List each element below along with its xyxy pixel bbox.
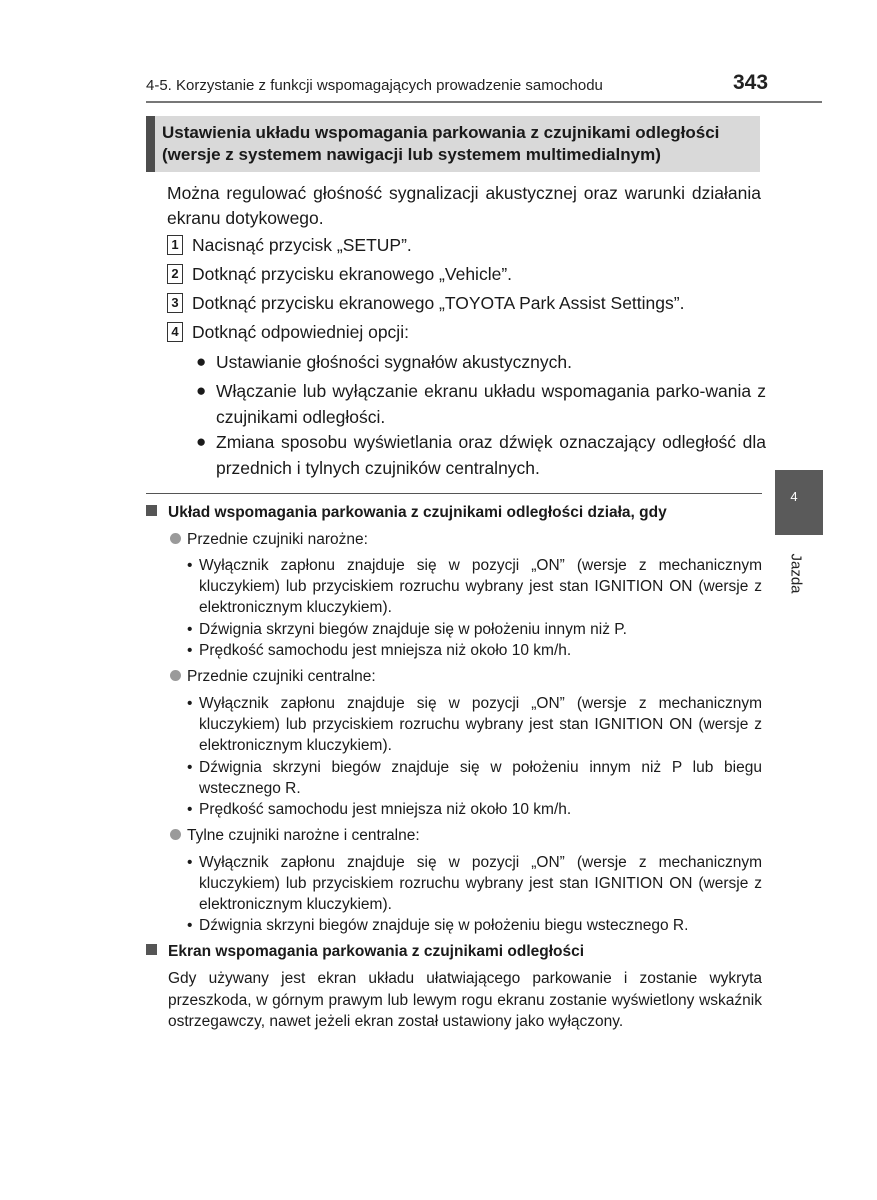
- small-bullet-icon: •: [187, 642, 193, 659]
- section-title-line-1: Ustawienia układu wspomagania parkowania z czujnikami odległości: [162, 123, 720, 142]
- condition-item: [187, 799, 762, 820]
- step-text: Dotknąć przycisku ekranowego „TOYOTA Park Assist Settings”.: [192, 293, 685, 313]
- group-title-text: Tylne czujniki narożne i centralne:: [187, 827, 420, 844]
- screen-heading: [146, 942, 584, 962]
- group-title-text: Przednie czujniki narożne:: [187, 531, 368, 548]
- option-text: Ustawianie głośności sygnałów akustycznych.: [216, 352, 572, 372]
- intro-paragraph: Można regulować głośność sygnalizacji akustycznej oraz warunki działania ekranu dotykowego.: [167, 183, 761, 228]
- condition-item: [187, 693, 762, 756]
- condition-text: Wyłącznik zapłonu znajduje się w pozycji „ON” (wersje z mechanicznym kluczykiem) lub przyciskiem rozruchu wybrany jest stan IGNITION ON (wersje z elektronicznym kluczykiem).: [199, 854, 762, 913]
- step-text: Dotknąć przycisku ekranowego „Vehicle”.: [192, 264, 513, 284]
- condition-item: [187, 619, 762, 640]
- step-4: [167, 320, 767, 345]
- small-bullet-icon: •: [187, 695, 193, 712]
- option-text: Zmiana sposobu wyświetlania oraz dźwięk oznaczający odległość dla przednich i tylnych czujników centralnych.: [216, 432, 766, 478]
- step-number-box: 1: [167, 235, 183, 255]
- option-text: Włączanie lub wyłączanie ekranu układu wspomagania parko-wania z czujnikami odległości.: [216, 381, 766, 427]
- group-title-front-corner: [170, 530, 368, 550]
- chapter-label: [786, 545, 806, 605]
- small-bullet-icon: •: [187, 621, 193, 638]
- group-title-text: Przednie czujniki centralne:: [187, 668, 376, 685]
- group-title-rear: [170, 826, 420, 846]
- section-title: [162, 122, 756, 166]
- chapter-label-text: Jazda: [787, 553, 805, 594]
- step-3: [167, 291, 767, 316]
- chapter-tab: [775, 470, 823, 535]
- bullet-icon: ●: [196, 381, 207, 400]
- square-bullet-icon: [146, 505, 157, 516]
- circle-bullet-icon: [170, 533, 181, 544]
- option-item: [196, 349, 766, 375]
- header-rule: [146, 101, 822, 103]
- group-title-front-center: [170, 667, 376, 687]
- section-title-line-2: (wersje z systemem nawigacji lub systemem multimedialnym): [162, 145, 661, 164]
- running-header: 4-5. Korzystanie z funkcji wspomagających prowadzenie samochodu: [146, 77, 603, 94]
- chapter-number: 4: [790, 489, 798, 504]
- section-title-accent-bar: [146, 116, 155, 172]
- condition-item: [187, 555, 762, 618]
- condition-text: Dźwignia skrzyni biegów znajduje się w położeniu innym niż P lub biegu wstecznego R.: [199, 759, 762, 797]
- bullet-icon: ●: [196, 352, 207, 371]
- step-text: Nacisnąć przycisk „SETUP”.: [192, 235, 412, 255]
- step-text: Dotknąć odpowiedniej opcji:: [192, 322, 409, 342]
- screen-heading-text: Ekran wspomagania parkowania z czujnikami odległości: [168, 943, 585, 960]
- condition-item: [187, 852, 762, 915]
- operation-heading-text: Układ wspomagania parkowania z czujnikami odległości działa, gdy: [168, 504, 667, 521]
- section-divider: [146, 493, 762, 494]
- step-number-box: 2: [167, 264, 183, 284]
- small-bullet-icon: •: [187, 854, 193, 871]
- condition-item: [187, 757, 762, 799]
- option-item: [196, 378, 766, 430]
- small-bullet-icon: •: [187, 917, 193, 934]
- step-1: [167, 233, 767, 258]
- option-item: [196, 429, 766, 481]
- condition-item: [187, 640, 762, 661]
- condition-text: Wyłącznik zapłonu znajduje się w pozycji „ON” (wersje z mechanicznym kluczykiem) lub przyciskiem rozruchu wybrany jest stan IGNITION ON (wersje z elektronicznym kluczykiem).: [199, 557, 762, 616]
- small-bullet-icon: •: [187, 759, 193, 776]
- small-bullet-icon: •: [187, 557, 193, 574]
- step-number-box: 4: [167, 322, 183, 342]
- circle-bullet-icon: [170, 670, 181, 681]
- step-2: [167, 262, 767, 287]
- condition-text: Wyłącznik zapłonu znajduje się w pozycji „ON” (wersje z mechanicznym kluczykiem) lub przyciskiem rozruchu wybrany jest stan IGNITION ON (wersje z elektronicznym kluczykiem).: [199, 695, 762, 754]
- small-bullet-icon: •: [187, 801, 193, 818]
- bullet-icon: ●: [196, 432, 207, 451]
- circle-bullet-icon: [170, 829, 181, 840]
- step-number-box: 3: [167, 293, 183, 313]
- condition-text: Dźwignia skrzyni biegów znajduje się w położeniu biegu wstecznego R.: [199, 917, 689, 934]
- condition-item: [187, 915, 762, 936]
- section-title-box: [146, 116, 760, 172]
- screen-paragraph: Gdy używany jest ekran układu ułatwiającego parkowanie i zostanie wykryta przeszkoda, w górnym prawym lub lewym rogu ekranu zostanie wyświetlony wskaźnik ostrzegawczy, nawet jeżeli ekran został ustawiony jako wyłączony.: [168, 970, 762, 1030]
- condition-text: Dźwignia skrzyni biegów znajduje się w położeniu innym niż P.: [199, 621, 627, 638]
- page-number: 343: [733, 71, 769, 94]
- condition-text: Prędkość samochodu jest mniejsza niż około 10 km/h.: [199, 642, 572, 659]
- condition-text: Prędkość samochodu jest mniejsza niż około 10 km/h.: [199, 801, 572, 818]
- square-bullet-icon: [146, 944, 157, 955]
- operation-heading: [146, 503, 667, 523]
